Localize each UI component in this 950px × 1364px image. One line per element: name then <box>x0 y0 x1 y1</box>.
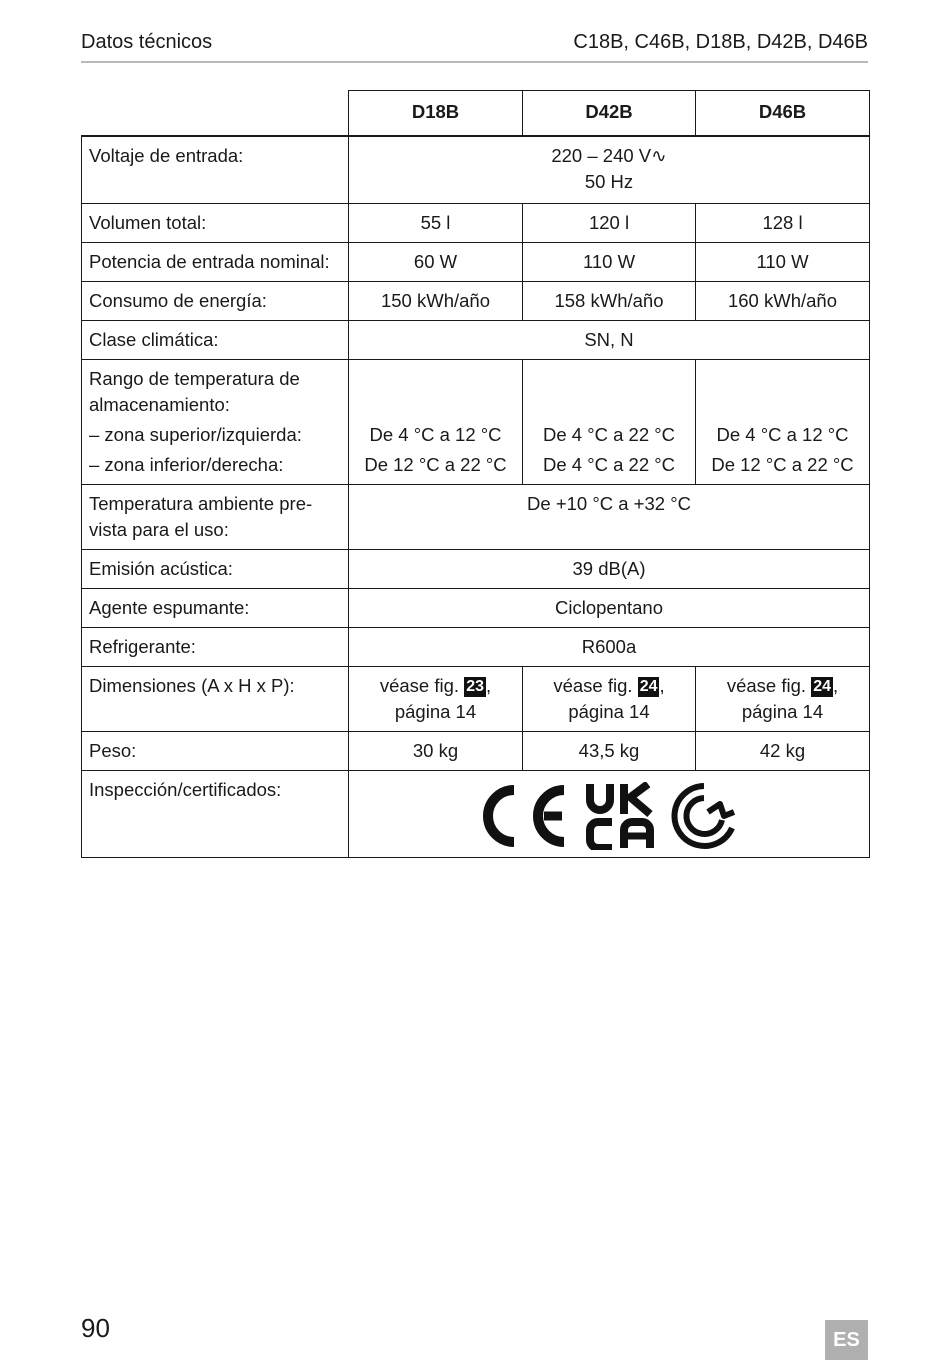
table-row <box>82 359 870 484</box>
power-d18b: 60 W <box>349 242 523 281</box>
figure-ref-badge: 24 <box>813 677 831 695</box>
table-row <box>82 666 870 731</box>
power-d42b: 110 W <box>523 242 696 281</box>
column-header-d42b: D42B <box>523 91 696 137</box>
row-label-voltage: Voltaje de entrada: <box>82 136 349 203</box>
weight-d42b: 43,5 kg <box>523 731 696 770</box>
technical-data-table <box>81 90 870 858</box>
storage-label-line1: Rango de temperatura de <box>89 367 300 389</box>
volume-d42b: 120 l <box>523 203 696 242</box>
section-title: Datos técnicos <box>81 31 213 53</box>
page-number: 90 <box>81 1313 110 1343</box>
storage-d46b <box>696 359 870 484</box>
rcm-mark-icon <box>670 782 740 850</box>
row-label-storage <box>82 359 349 484</box>
power-d46b: 110 W <box>696 242 870 281</box>
storage-upper-d46b: De 4 °C a 12 °C <box>716 423 849 445</box>
climate-value: SN, N <box>349 320 870 359</box>
row-label-certs: Inspección/certificados: <box>82 770 349 857</box>
fig-prefix: véase fig. <box>379 674 460 696</box>
storage-lower-label: – zona inferior/derecha: <box>89 453 284 475</box>
voltage-range: 220 – 240 V <box>551 145 652 166</box>
table-row <box>82 588 870 627</box>
page-ref: página 14 <box>741 700 824 722</box>
language-badge: ES <box>825 1320 868 1360</box>
ac-symbol: ∿ <box>651 145 667 166</box>
row-label-volume: Volumen total: <box>82 203 349 242</box>
fig-suffix: , <box>659 674 665 696</box>
table-row <box>82 242 870 281</box>
row-label-climate: Clase climática: <box>82 320 349 359</box>
figure-ref-badge: 24 <box>639 677 658 695</box>
voltage-value <box>349 136 870 203</box>
weight-d46b: 42 kg <box>696 731 870 770</box>
row-label-foam: Agente espumante: <box>82 588 349 627</box>
row-label-energy: Consumo de energía: <box>82 281 349 320</box>
table-row <box>82 136 870 203</box>
ambient-label-line2: vista para el uso: <box>89 518 229 540</box>
ambient-value: De +10 °C a +32 °C <box>349 484 870 549</box>
row-label-refrigerant: Refrigerante: <box>82 627 349 666</box>
row-label-power: Potencia de entrada nominal: <box>82 242 349 281</box>
row-label-noise: Emisión acústica: <box>82 549 349 588</box>
table-row <box>82 203 870 242</box>
model-list: C18B, C46B, D18B, D42B, D46B <box>573 31 868 53</box>
row-label-weight: Peso: <box>82 731 349 770</box>
storage-label-line2: almacenamiento: <box>89 393 230 415</box>
dimensions-d18b <box>349 666 523 731</box>
weight-d18b: 30 kg <box>349 731 523 770</box>
page-ref: página 14 <box>568 700 650 722</box>
certification-marks <box>349 770 870 857</box>
storage-d42b <box>523 359 696 484</box>
table-row <box>82 484 870 549</box>
storage-upper-d42b: De 4 °C a 22 °C <box>542 423 676 445</box>
corner-cell <box>82 91 349 137</box>
table-row <box>82 731 870 770</box>
noise-value: 39 dB(A) <box>349 549 870 588</box>
table-row <box>82 770 870 857</box>
energy-d46b: 160 kWh/año <box>696 281 870 320</box>
header-divider <box>81 61 868 63</box>
page-ref: página 14 <box>394 700 477 722</box>
column-header-d46b: D46B <box>696 91 870 137</box>
energy-d18b: 150 kWh/año <box>349 281 523 320</box>
dimensions-d42b <box>523 666 696 731</box>
volume-d46b: 128 l <box>696 203 870 242</box>
row-label-ambient <box>82 484 349 549</box>
table-row <box>82 627 870 666</box>
fig-prefix: véase fig. <box>726 674 807 696</box>
storage-lower-d46b: De 12 °C a 22 °C <box>711 453 854 475</box>
column-header-d18b: D18B <box>349 91 523 137</box>
fig-suffix: , <box>832 674 839 696</box>
ce-mark-icon <box>478 782 570 850</box>
ukca-mark-icon <box>584 782 656 850</box>
ambient-label-line1: Temperatura ambiente pre- <box>89 492 313 514</box>
dimensions-d46b <box>696 666 870 731</box>
refrigerant-value: R600a <box>349 627 870 666</box>
storage-upper-d18b: De 4 °C a 12 °C <box>369 423 502 445</box>
table-row <box>82 549 870 588</box>
volume-d18b: 55 l <box>349 203 523 242</box>
foam-value: Ciclopentano <box>349 588 870 627</box>
frequency: 50 Hz <box>584 171 634 192</box>
figure-ref-badge: 23 <box>466 677 484 695</box>
energy-d42b: 158 kWh/año <box>523 281 696 320</box>
table-row <box>82 281 870 320</box>
storage-upper-label: – zona superior/izquierda: <box>89 423 302 445</box>
storage-d18b <box>349 359 523 484</box>
fig-prefix: véase fig. <box>553 674 633 696</box>
table-row <box>82 320 870 359</box>
storage-lower-d18b: De 12 °C a 22 °C <box>364 453 507 475</box>
storage-lower-d42b: De 4 °C a 22 °C <box>542 453 676 475</box>
fig-suffix: , <box>485 674 492 696</box>
table-header-row <box>82 91 870 137</box>
row-label-dimensions: Dimensiones (A x H x P): <box>82 666 349 731</box>
